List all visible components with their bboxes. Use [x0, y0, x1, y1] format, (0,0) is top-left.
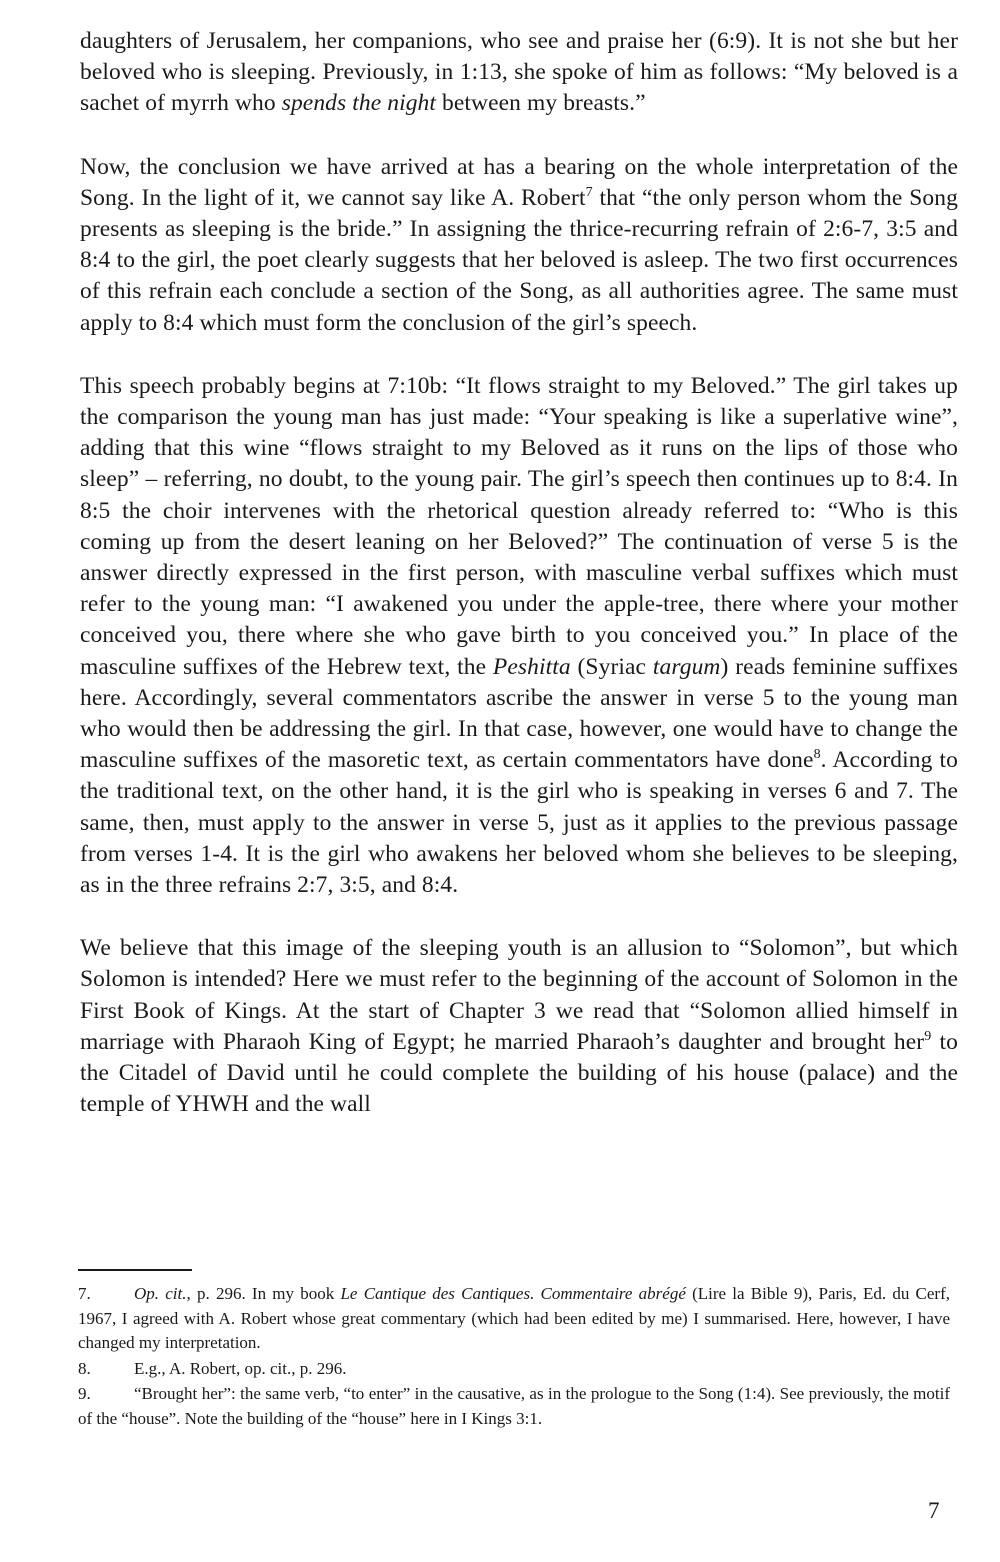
paragraph-4-text: to the Citadel of David until he could complete the building of his house (palace) and the temple of YHWH and the wall [80, 1028, 958, 1118]
footnote-1-text: , p. 296. In my book [186, 1284, 341, 1303]
paragraph-1-italic-text: spends the night [281, 90, 437, 117]
footnote-number: 9. [78, 1384, 91, 1403]
paragraph-3-italic-text: targum [652, 653, 721, 680]
footnote-7 [78, 1282, 950, 1356]
footnote-number: 7. [78, 1284, 91, 1303]
paragraph-2 [80, 152, 958, 339]
paragraph-3-footnote-ref: 8 [813, 747, 821, 763]
paragraph-4-text: We believe that this image of the sleeping youth is an allusion to “Solomon”, but which Solomon is intended? Here we must refer to the beginning of the account of Solomon in the First Book of Kings. At the start of Chapter 3 we read that “Solomon allied himself in marriage with Pharaoh King of Egypt; he married Pharaoh’s daughter and brought her [80, 935, 958, 1055]
paragraph-3-text: (Syriac [570, 653, 653, 680]
paragraph-3 [80, 371, 958, 901]
paragraph-3-text: ) reads feminine suffixes here. Accordingly, several commentators ascribe the answer in verse 5 to the young man who would then be addressing the girl. In that case, however, one would have to change the masculine suffixes of the masoretic text, as certain commentators have done [80, 653, 958, 774]
paragraph-1 [80, 26, 958, 120]
footnote-1-text: (Lire la Bible 9), Paris, Ed. du Cerf, 1967, I agreed with A. Robert whose great commentary (which had been edited by me) I summarised. Here, however, I have changed my interpretation. [78, 1284, 950, 1352]
footnote-2-text: E.g., A. Robert, op. cit., p. 296. [134, 1358, 347, 1378]
paragraph-2-footnote-ref: 7 [585, 184, 593, 200]
paragraph-1-text: between my breasts.” [436, 90, 646, 117]
paragraph-3-text: This speech probably begins at 7:10b: “It flows straight to my Beloved.” The girl takes up the comparison the young man has just made: “Your speaking is like a superlative wine”, adding that this wine “flows straight to my Beloved as it runs on the lips of those who sleep” – referring, no doubt, to the young pair. The girl’s speech then continues up to 8:4. In 8:5 the choir intervenes with the rhetorical question already referred to: “Who is this coming up from the desert leaning on her Beloved?” The continuation of verse 5 is the answer directly expressed in the first person, with masculine verbal suffixes which must refer to the young man: “I awakened you under the apple-tree, there where your mother conceived you, there where she who gave birth to you conceived you.” In place of the masculine suffixes of the Hebrew text, the [80, 372, 958, 680]
footnote-1-italic-text: Le Cantique des Cantiques. Commentaire abrégé [340, 1284, 686, 1303]
footnote-3-text: “Brought her”: the same verb, “to enter” in the causative, as in the prologue to the Song (1:4). See previously, the motif of the “house”. Note the building of the “house” here in I Kings 3:1. [78, 1384, 950, 1428]
footnote-8 [78, 1357, 950, 1382]
footnote-1-italic-text: Op. cit. [134, 1284, 187, 1303]
footnotes [78, 1282, 950, 1432]
footnote-9 [78, 1382, 950, 1431]
body-text [80, 26, 958, 1121]
paragraph-2-text: that “the only person whom the Song presents as sleeping is the bride.” In assigning the thrice-recurring refrain of 2:6-7, 3:5 and 8:4 to the girl, the poet clearly suggests that her beloved is asleep. The two first occurrences of this refrain each conclude a section of the Song, as all authorities agree. The same must apply to 8:4 which must form the conclusion of the girl’s speech. [80, 184, 958, 336]
paragraph-2-text: Now, the conclusion we have arrived at has a bearing on the whole interpretation of the Song. In the light of it, we cannot say like A. Robert [80, 153, 958, 211]
paragraph-3-text: . According to the traditional text, on the other hand, it is the girl who is speaking in verses 6 and 7. The same, then, must apply to the answer in verse 5, just as it applies to the previous passage from verses 1-4. It is the girl who awakens her beloved whom she believes to be sleeping, as in the three refrains 2:7, 3:5, and 8:4. [80, 747, 958, 899]
paragraph-4-footnote-ref: 9 [924, 1029, 932, 1045]
paragraph-3-italic-text: Peshitta [492, 653, 571, 680]
paragraph-4 [80, 933, 958, 1120]
page-number: 7 [928, 1498, 940, 1523]
footnote-separator [78, 1269, 192, 1271]
footnote-number: 8. [78, 1358, 91, 1378]
paragraph-1-text: daughters of Jerusalem, her companions, who see and praise her (6:9). It is not she but her beloved who is sleeping. Previously, in 1:13, she spoke of him as follows: “My beloved is a sachet of myrrh who [80, 28, 958, 117]
